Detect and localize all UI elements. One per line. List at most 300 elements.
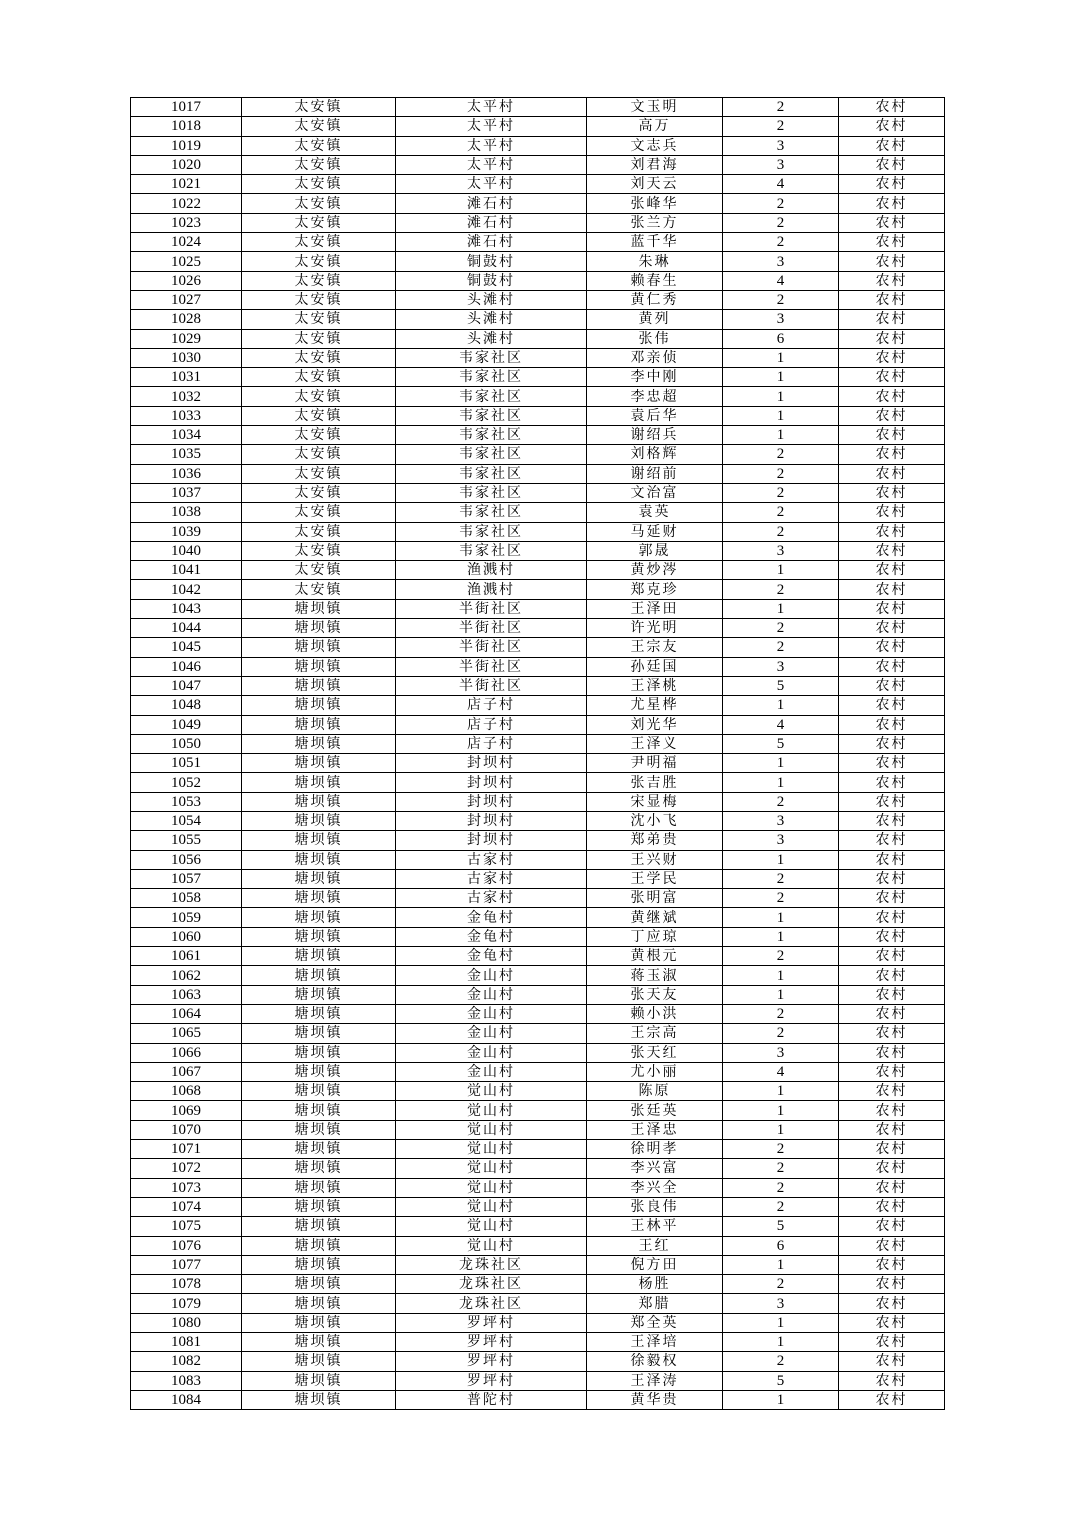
row-number-cell: 1044 (131, 619, 242, 638)
village-cell: 金山村 (396, 1043, 587, 1062)
category-cell: 农村 (839, 1236, 945, 1255)
name-cell: 黄炒涔 (587, 561, 723, 580)
category-cell: 农村 (839, 1101, 945, 1120)
category-cell: 农村 (839, 503, 945, 522)
table-row (131, 1140, 945, 1159)
count-cell: 1 (723, 426, 839, 445)
table-row (131, 387, 945, 406)
row-number-cell: 1054 (131, 811, 242, 830)
category-cell: 农村 (839, 1390, 945, 1409)
village-cell: 铜鼓村 (396, 252, 587, 271)
row-number-cell: 1084 (131, 1390, 242, 1409)
town-cell: 太安镇 (242, 522, 396, 541)
category-cell: 农村 (839, 213, 945, 232)
town-cell: 太安镇 (242, 483, 396, 502)
count-cell: 5 (723, 734, 839, 753)
table-row (131, 1236, 945, 1255)
town-cell: 太安镇 (242, 271, 396, 290)
name-cell: 郑克珍 (587, 580, 723, 599)
count-cell: 2 (723, 1352, 839, 1371)
name-cell: 谢绍前 (587, 464, 723, 483)
count-cell: 1 (723, 696, 839, 715)
name-cell: 蓝千华 (587, 233, 723, 252)
count-cell: 3 (723, 310, 839, 329)
name-cell: 赖春生 (587, 271, 723, 290)
table-row (131, 271, 945, 290)
table-row (131, 1082, 945, 1101)
name-cell: 王泽涛 (587, 1371, 723, 1390)
village-cell: 龙珠社区 (396, 1294, 587, 1313)
name-cell: 文玉明 (587, 98, 723, 117)
row-number-cell: 1022 (131, 194, 242, 213)
table-row (131, 676, 945, 695)
village-cell: 龙珠社区 (396, 1275, 587, 1294)
row-number-cell: 1017 (131, 98, 242, 117)
count-cell: 2 (723, 792, 839, 811)
row-number-cell: 1037 (131, 483, 242, 502)
row-number-cell: 1063 (131, 985, 242, 1004)
name-cell: 刘天云 (587, 175, 723, 194)
town-cell: 塘坝镇 (242, 1120, 396, 1139)
village-cell: 金山村 (396, 985, 587, 1004)
row-number-cell: 1021 (131, 175, 242, 194)
name-cell: 孙廷国 (587, 657, 723, 676)
category-cell: 农村 (839, 580, 945, 599)
name-cell: 谢绍兵 (587, 426, 723, 445)
category-cell: 农村 (839, 1255, 945, 1274)
table-row (131, 1217, 945, 1236)
town-cell: 塘坝镇 (242, 966, 396, 985)
category-cell: 农村 (839, 1062, 945, 1081)
town-cell: 太安镇 (242, 445, 396, 464)
row-number-cell: 1041 (131, 561, 242, 580)
name-cell: 张吉胜 (587, 773, 723, 792)
village-cell: 太平村 (396, 136, 587, 155)
name-cell: 黄根元 (587, 947, 723, 966)
row-number-cell: 1031 (131, 368, 242, 387)
town-cell: 塘坝镇 (242, 792, 396, 811)
row-number-cell: 1046 (131, 657, 242, 676)
name-cell: 郑全英 (587, 1313, 723, 1332)
town-cell: 塘坝镇 (242, 985, 396, 1004)
name-cell: 文治富 (587, 483, 723, 502)
town-cell: 塘坝镇 (242, 638, 396, 657)
row-number-cell: 1079 (131, 1294, 242, 1313)
table-row (131, 1159, 945, 1178)
name-cell: 杨胜 (587, 1275, 723, 1294)
town-cell: 塘坝镇 (242, 773, 396, 792)
village-cell: 太平村 (396, 117, 587, 136)
town-cell: 塘坝镇 (242, 1333, 396, 1352)
table-row (131, 290, 945, 309)
name-cell: 许光明 (587, 619, 723, 638)
name-cell: 徐毅权 (587, 1352, 723, 1371)
count-cell: 3 (723, 541, 839, 560)
table-row (131, 657, 945, 676)
row-number-cell: 1036 (131, 464, 242, 483)
name-cell: 张兰方 (587, 213, 723, 232)
category-cell: 农村 (839, 792, 945, 811)
count-cell: 5 (723, 676, 839, 695)
category-cell: 农村 (839, 1217, 945, 1236)
name-cell: 倪方田 (587, 1255, 723, 1274)
town-cell: 塘坝镇 (242, 1082, 396, 1101)
village-cell: 觉山村 (396, 1101, 587, 1120)
table-row (131, 1275, 945, 1294)
count-cell: 2 (723, 1275, 839, 1294)
town-cell: 塘坝镇 (242, 696, 396, 715)
town-cell: 塘坝镇 (242, 1024, 396, 1043)
town-cell: 塘坝镇 (242, 1294, 396, 1313)
table-row (131, 541, 945, 560)
name-cell: 李兴富 (587, 1159, 723, 1178)
count-cell: 1 (723, 850, 839, 869)
category-cell: 农村 (839, 1120, 945, 1139)
category-cell: 农村 (839, 483, 945, 502)
table-row (131, 1004, 945, 1023)
village-cell: 太平村 (396, 98, 587, 117)
table-row (131, 117, 945, 136)
row-number-cell: 1074 (131, 1197, 242, 1216)
row-number-cell: 1070 (131, 1120, 242, 1139)
category-cell: 农村 (839, 522, 945, 541)
count-cell: 1 (723, 1082, 839, 1101)
count-cell: 1 (723, 1101, 839, 1120)
village-cell: 韦家社区 (396, 426, 587, 445)
table-row (131, 252, 945, 271)
village-cell: 滩石村 (396, 233, 587, 252)
category-cell: 农村 (839, 271, 945, 290)
count-cell: 2 (723, 619, 839, 638)
count-cell: 2 (723, 503, 839, 522)
town-cell: 太安镇 (242, 406, 396, 425)
village-cell: 店子村 (396, 715, 587, 734)
row-number-cell: 1053 (131, 792, 242, 811)
town-cell: 太安镇 (242, 329, 396, 348)
count-cell: 5 (723, 1371, 839, 1390)
village-cell: 金山村 (396, 966, 587, 985)
table-row (131, 580, 945, 599)
category-cell: 农村 (839, 715, 945, 734)
row-number-cell: 1061 (131, 947, 242, 966)
village-cell: 封坝村 (396, 792, 587, 811)
table-row (131, 98, 945, 117)
village-cell: 铜鼓村 (396, 271, 587, 290)
row-number-cell: 1043 (131, 599, 242, 618)
row-number-cell: 1045 (131, 638, 242, 657)
category-cell: 农村 (839, 831, 945, 850)
category-cell: 农村 (839, 136, 945, 155)
town-cell: 太安镇 (242, 368, 396, 387)
category-cell: 农村 (839, 445, 945, 464)
category-cell: 农村 (839, 1313, 945, 1332)
name-cell: 李兴全 (587, 1178, 723, 1197)
town-cell: 太安镇 (242, 348, 396, 367)
village-cell: 普陀村 (396, 1390, 587, 1409)
name-cell: 丁应琼 (587, 927, 723, 946)
town-cell: 塘坝镇 (242, 1371, 396, 1390)
count-cell: 1 (723, 927, 839, 946)
count-cell: 2 (723, 445, 839, 464)
count-cell: 2 (723, 213, 839, 232)
table-row (131, 1043, 945, 1062)
town-cell: 塘坝镇 (242, 1236, 396, 1255)
category-cell: 农村 (839, 155, 945, 174)
category-cell: 农村 (839, 1082, 945, 1101)
name-cell: 高万 (587, 117, 723, 136)
name-cell: 张良伟 (587, 1197, 723, 1216)
table-row (131, 1333, 945, 1352)
row-number-cell: 1019 (131, 136, 242, 155)
village-cell: 韦家社区 (396, 445, 587, 464)
name-cell: 王泽桃 (587, 676, 723, 695)
town-cell: 塘坝镇 (242, 927, 396, 946)
category-cell: 农村 (839, 310, 945, 329)
village-cell: 古家村 (396, 850, 587, 869)
table-row (131, 348, 945, 367)
category-cell: 农村 (839, 233, 945, 252)
table-row (131, 1120, 945, 1139)
count-cell: 2 (723, 1004, 839, 1023)
town-cell: 太安镇 (242, 136, 396, 155)
category-cell: 农村 (839, 1140, 945, 1159)
village-cell: 韦家社区 (396, 368, 587, 387)
village-cell: 渔溅村 (396, 580, 587, 599)
category-cell: 农村 (839, 773, 945, 792)
name-cell: 张伟 (587, 329, 723, 348)
row-number-cell: 1072 (131, 1159, 242, 1178)
row-number-cell: 1029 (131, 329, 242, 348)
count-cell: 2 (723, 290, 839, 309)
row-number-cell: 1030 (131, 348, 242, 367)
village-cell: 韦家社区 (396, 541, 587, 560)
category-cell: 农村 (839, 426, 945, 445)
category-cell: 农村 (839, 194, 945, 213)
category-cell: 农村 (839, 1197, 945, 1216)
table-row (131, 966, 945, 985)
town-cell: 太安镇 (242, 387, 396, 406)
town-cell: 塘坝镇 (242, 908, 396, 927)
category-cell: 农村 (839, 908, 945, 927)
row-number-cell: 1059 (131, 908, 242, 927)
category-cell: 农村 (839, 1024, 945, 1043)
row-number-cell: 1039 (131, 522, 242, 541)
table-row (131, 445, 945, 464)
name-cell: 张天红 (587, 1043, 723, 1062)
count-cell: 1 (723, 1120, 839, 1139)
row-number-cell: 1083 (131, 1371, 242, 1390)
village-cell: 龙珠社区 (396, 1255, 587, 1274)
table-row (131, 1178, 945, 1197)
village-cell: 半街社区 (396, 657, 587, 676)
category-cell: 农村 (839, 811, 945, 830)
count-cell: 1 (723, 908, 839, 927)
count-cell: 1 (723, 1255, 839, 1274)
town-cell: 塘坝镇 (242, 1275, 396, 1294)
town-cell: 太安镇 (242, 561, 396, 580)
village-cell: 封坝村 (396, 831, 587, 850)
count-cell: 3 (723, 811, 839, 830)
category-cell: 农村 (839, 676, 945, 695)
town-cell: 太安镇 (242, 464, 396, 483)
town-cell: 塘坝镇 (242, 869, 396, 888)
name-cell: 张明富 (587, 889, 723, 908)
village-cell: 觉山村 (396, 1140, 587, 1159)
count-cell: 2 (723, 464, 839, 483)
name-cell: 郑弟贵 (587, 831, 723, 850)
category-cell: 农村 (839, 1178, 945, 1197)
town-cell: 太安镇 (242, 194, 396, 213)
count-cell: 1 (723, 1390, 839, 1409)
table-row (131, 136, 945, 155)
name-cell: 郑腊 (587, 1294, 723, 1313)
name-cell: 王宗友 (587, 638, 723, 657)
table-row (131, 1371, 945, 1390)
table-row (131, 869, 945, 888)
village-cell: 韦家社区 (396, 483, 587, 502)
name-cell: 王学民 (587, 869, 723, 888)
category-cell: 农村 (839, 1352, 945, 1371)
table-row (131, 194, 945, 213)
town-cell: 塘坝镇 (242, 1140, 396, 1159)
table-row (131, 792, 945, 811)
village-cell: 韦家社区 (396, 406, 587, 425)
count-cell: 3 (723, 1043, 839, 1062)
row-number-cell: 1066 (131, 1043, 242, 1062)
category-cell: 农村 (839, 406, 945, 425)
name-cell: 王红 (587, 1236, 723, 1255)
row-number-cell: 1068 (131, 1082, 242, 1101)
count-cell: 2 (723, 98, 839, 117)
town-cell: 塘坝镇 (242, 676, 396, 695)
name-cell: 文志兵 (587, 136, 723, 155)
count-cell: 2 (723, 638, 839, 657)
village-cell: 古家村 (396, 889, 587, 908)
village-cell: 店子村 (396, 734, 587, 753)
town-cell: 太安镇 (242, 310, 396, 329)
count-cell: 1 (723, 754, 839, 773)
row-number-cell: 1071 (131, 1140, 242, 1159)
town-cell: 塘坝镇 (242, 715, 396, 734)
row-number-cell: 1042 (131, 580, 242, 599)
name-cell: 王兴财 (587, 850, 723, 869)
table-row (131, 1101, 945, 1120)
row-number-cell: 1025 (131, 252, 242, 271)
count-cell: 2 (723, 117, 839, 136)
name-cell: 朱琳 (587, 252, 723, 271)
category-cell: 农村 (839, 985, 945, 1004)
count-cell: 2 (723, 1024, 839, 1043)
table-row (131, 947, 945, 966)
village-cell: 金龟村 (396, 947, 587, 966)
count-cell: 1 (723, 966, 839, 985)
row-number-cell: 1055 (131, 831, 242, 850)
count-cell: 3 (723, 136, 839, 155)
count-cell: 1 (723, 773, 839, 792)
town-cell: 太安镇 (242, 426, 396, 445)
row-number-cell: 1080 (131, 1313, 242, 1332)
town-cell: 塘坝镇 (242, 1197, 396, 1216)
row-number-cell: 1062 (131, 966, 242, 985)
table-row (131, 734, 945, 753)
village-cell: 罗坪村 (396, 1333, 587, 1352)
table-row (131, 1255, 945, 1274)
category-cell: 农村 (839, 1004, 945, 1023)
village-cell: 觉山村 (396, 1120, 587, 1139)
category-cell: 农村 (839, 850, 945, 869)
category-cell: 农村 (839, 98, 945, 117)
town-cell: 塘坝镇 (242, 831, 396, 850)
category-cell: 农村 (839, 368, 945, 387)
category-cell: 农村 (839, 696, 945, 715)
count-cell: 1 (723, 1333, 839, 1352)
table-row (131, 754, 945, 773)
count-cell: 2 (723, 483, 839, 502)
count-cell: 3 (723, 252, 839, 271)
table-row (131, 483, 945, 502)
count-cell: 2 (723, 194, 839, 213)
table-row (131, 1024, 945, 1043)
table-row (131, 503, 945, 522)
category-cell: 农村 (839, 754, 945, 773)
name-cell: 马延财 (587, 522, 723, 541)
village-cell: 觉山村 (396, 1082, 587, 1101)
count-cell: 4 (723, 175, 839, 194)
count-cell: 2 (723, 947, 839, 966)
town-cell: 塘坝镇 (242, 1004, 396, 1023)
name-cell: 黄华贵 (587, 1390, 723, 1409)
town-cell: 塘坝镇 (242, 1255, 396, 1274)
name-cell: 宋显梅 (587, 792, 723, 811)
count-cell: 3 (723, 1294, 839, 1313)
category-cell: 农村 (839, 1275, 945, 1294)
town-cell: 塘坝镇 (242, 1313, 396, 1332)
town-cell: 太安镇 (242, 290, 396, 309)
name-cell: 郭晟 (587, 541, 723, 560)
table-row (131, 522, 945, 541)
count-cell: 6 (723, 329, 839, 348)
row-number-cell: 1051 (131, 754, 242, 773)
name-cell: 赖小洪 (587, 1004, 723, 1023)
row-number-cell: 1060 (131, 927, 242, 946)
row-number-cell: 1057 (131, 869, 242, 888)
data-table (130, 97, 945, 1410)
count-cell: 2 (723, 1159, 839, 1178)
category-cell: 农村 (839, 638, 945, 657)
row-number-cell: 1023 (131, 213, 242, 232)
name-cell: 张天友 (587, 985, 723, 1004)
table-row (131, 638, 945, 657)
village-cell: 罗坪村 (396, 1313, 587, 1332)
row-number-cell: 1049 (131, 715, 242, 734)
category-cell: 农村 (839, 927, 945, 946)
table-row (131, 1313, 945, 1332)
name-cell: 蒋玉淑 (587, 966, 723, 985)
row-number-cell: 1067 (131, 1062, 242, 1081)
row-number-cell: 1048 (131, 696, 242, 715)
table-row (131, 233, 945, 252)
count-cell: 1 (723, 387, 839, 406)
name-cell: 张峰华 (587, 194, 723, 213)
row-number-cell: 1058 (131, 889, 242, 908)
village-cell: 韦家社区 (396, 348, 587, 367)
table-row (131, 561, 945, 580)
category-cell: 农村 (839, 252, 945, 271)
row-number-cell: 1050 (131, 734, 242, 753)
table-row (131, 406, 945, 425)
village-cell: 罗坪村 (396, 1371, 587, 1390)
name-cell: 张廷英 (587, 1101, 723, 1120)
